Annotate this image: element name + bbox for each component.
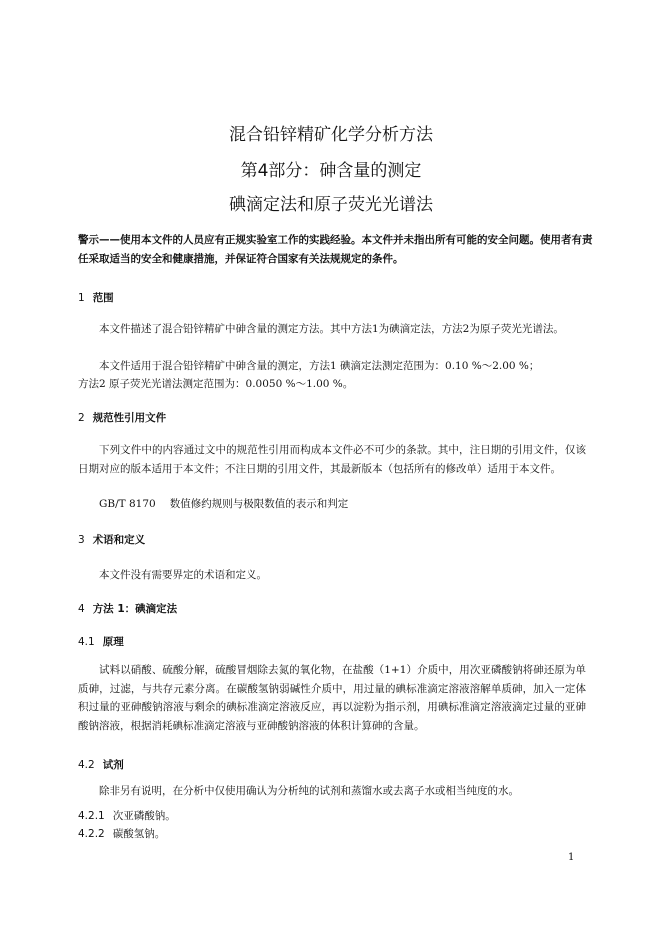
part-title: 第4部分：砷含量的测定: [240, 161, 422, 181]
section-4-1-heading: [78, 634, 124, 649]
normative-references-paragraph: 下列文件中的内容通过文中的规范性引用而构成本文件必不可少的条款。其中，注日期的引用文件，仅该日期对应的版本适用于本文件；不注日期的引用文件，其最新版本（包括所有的修改单）适用于本文件。: [78, 444, 586, 475]
section-number: 4.2: [78, 759, 95, 771]
terms-paragraph: 本文件没有需要界定的术语和定义。: [99, 569, 267, 581]
scope-paragraph-1: 本文件描述了混合铅锌精矿中砷含量的测定方法。其中方法1为碘滴定法，方法2为原子荧光光谱法。: [99, 323, 564, 335]
section-number: 2: [78, 412, 85, 424]
reference-entry: [99, 496, 348, 512]
reagent-item: [78, 808, 176, 824]
section-number: 3: [78, 534, 85, 546]
section-number: 4: [78, 603, 85, 615]
section-number: 1: [78, 292, 85, 304]
section-title: 方法 1：碘滴定法: [92, 603, 178, 615]
item-text: 碳酸氢钠。: [112, 828, 166, 840]
section-2-heading: [78, 410, 166, 425]
reference-code: GB/T 8170: [99, 498, 156, 510]
section-title: 术语和定义: [92, 534, 146, 546]
section-title: 规范性引用文件: [92, 412, 167, 424]
scope-paragraph-2-line-2: 方法2 原子荧光光谱法测定范围为：0.0050 %～1.00 %。: [78, 378, 354, 390]
reagent-item: [78, 826, 165, 842]
section-number: 4.1: [78, 636, 95, 648]
section-3-heading: [78, 532, 145, 547]
item-number: 4.2.1: [78, 810, 105, 822]
item-number: 4.2.2: [78, 828, 105, 840]
reference-title: 数值修约规则与极限数值的表示和判定: [169, 498, 349, 510]
section-title: 范围: [92, 292, 114, 304]
section-4-2-heading: [78, 757, 124, 772]
section-title: 原理: [102, 636, 124, 648]
principle-paragraph: 试料以硝酸、硫酸分解，硫酸冒烟除去氮的氧化物，在盐酸（1+1）介质中，用次亚磷酸钠将砷还原为单质砷，过滤，与共存元素分离。在碳酸氢钠弱碱性介质中，用过量的碘标准滴定溶液溶解单质砷，加入一定体积过量的亚砷酸钠溶液与剩余的碘标准滴定溶液反应，再以淀粉为指示剂，用碘标准滴定溶液滴定过量的亚砷酸钠溶液，根据消耗碘标准滴定溶液与亚砷酸钠溶液的体积计算砷的含量。: [78, 664, 586, 732]
methods-title: 碘滴定法和原子荧光光谱法: [229, 195, 433, 215]
warning-text: 警示——使用本文件的人员应有正规实验室工作的实践经验。本文件并未指出所有可能的安全问题。使用者有责任采取适当的安全和健康措施，并保证符合国家有关法规规定的条件。: [78, 234, 593, 265]
section-1-heading: [78, 290, 114, 305]
section-title: 试剂: [102, 759, 124, 771]
scope-paragraph-2-line-1: 本文件适用于混合铅锌精矿中砷含量的测定，方法1 碘滴定法测定范围为：0.10 %～2.00 %；: [99, 360, 540, 372]
page-number: 1: [568, 852, 575, 863]
document-title: 混合铅锌精矿化学分析方法: [229, 125, 433, 145]
reagents-paragraph: 除非另有说明，在分析中仅使用确认为分析纯的试剂和蒸馏水或去离子水或相当纯度的水。: [99, 785, 519, 797]
section-4-heading: [78, 601, 177, 616]
item-text: 次亚磷酸钠。: [112, 810, 176, 822]
